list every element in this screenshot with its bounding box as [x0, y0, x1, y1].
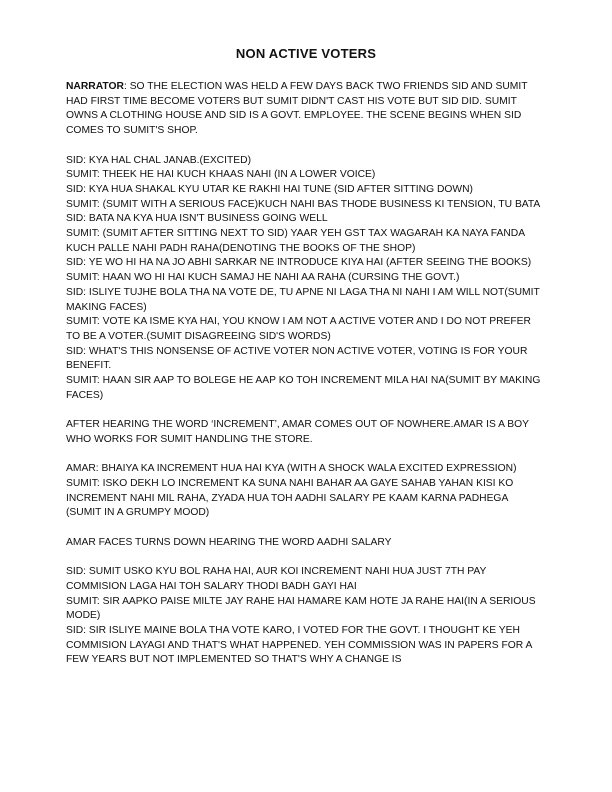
paragraph-gap [66, 550, 542, 565]
narrator-paragraph [66, 80, 542, 139]
narrator-label: NARRATOR [66, 81, 124, 92]
dialogue-line: AMAR: BHAIYA KA INCREMENT HUA HAI KYA (WITH A SHOCK WALA EXCITED EXPRESSION) [66, 463, 517, 475]
dialogue-line: SID: SUMIT USKO KYU BOL RAHA HAI, AUR KOI INCREMENT NAHI HUA JUST 7TH PAY COMMISION LAGA HAI TOH SALARY THODI BADH GAYI HAI [66, 566, 487, 592]
dialogue-line: SUMIT: (SUMIT AFTER SITTING NEXT TO SID) YAAR YEH GST TAX WAGARAH KA NAYA FANDA KUCH PALLE NAHI PADH RAHA(DENOTING THE BOOKS OF THE SHOP) [66, 228, 525, 254]
paragraph-gap [66, 139, 542, 154]
paragraph-gap [66, 521, 542, 536]
dialogue-line: SUMIT: HAAN SIR AAP TO BOLEGE HE AAP KO TOH INCREMENT MILA HAI NA(SUMIT BY MAKING FACES) [66, 375, 541, 401]
dialogue-line: SID: SIR ISLIYE MAINE BOLA THA VOTE KARO, I VOTED FOR THE GOVT. I THOUGHT KE YEH COMMISION LAYAGI AND THAT'S WHAT HAPPENED. YEH COMMISSION WAS IN PAPERS FOR A FEW YEARS BUT NOT IMPLEMENTED SO THAT'S WHY A CHANGE IS [66, 624, 532, 666]
dialogue-line: SUMIT: HAAN WO HI HAI KUCH SAMAJ HE NAHI AA RAHA (CURSING THE GOVT.) [66, 272, 460, 284]
dialogue-line: SID: YE WO HI HA NA JO ABHI SARKAR NE INTRODUCE KIYA HAI (AFTER SEEING THE BOOKS) [66, 257, 532, 269]
dialogue-line: SUMIT: THEEK HE HAI KUCH KHAAS NAHI (IN A LOWER VOICE) [66, 169, 376, 181]
narration-paragraph: AFTER HEARING THE WORD ‘INCREMENT’, AMAR COMES OUT OF NOWHERE.AMAR IS A BOY WHO WORKS FOR SUMIT HANDLING THE STORE. [66, 419, 529, 445]
dialogue-line: SUMIT: (SUMIT WITH A SERIOUS FACE)KUCH NAHI BAS THODE BUSINESS KI TENSION, TU BATA [66, 198, 541, 210]
paragraph-gap [66, 448, 542, 463]
dialogue-line: SID: WHAT'S THIS NONSENSE OF ACTIVE VOTER NON ACTIVE VOTER, VOTING IS FOR YOUR BENEFIT. [66, 345, 528, 372]
dialogue-line: SUMIT: ISKO DEKH LO INCREMENT KA SUNA NAHI BAHAR AA GAYE SAHAB YAHAN KISI KO INCREMENT NAHI MIL RAHA, ZYADA HUA TOH AADHI SALARY PE KAAM KARNA PADHEGA (SUMIT IN A GRUMPY MOOD) [66, 477, 514, 519]
paragraph-gap [66, 403, 542, 418]
dialogue-line: SID: KYA HUA SHAKAL KYU UTAR KE RAKHI HAI TUNE (SID AFTER SITTING DOWN) [66, 183, 473, 195]
dialogue-line: SUMIT: VOTE KA ISME KYA HAI, YOU KNOW I AM NOT A ACTIVE VOTER AND I DO NOT PREFER TO BE A VOTER.(SUMIT DISAGREEING SID'S WORDS) [66, 316, 531, 342]
dialogue-line: SID: KYA HAL CHAL JANAB.(EXCITED) [66, 154, 252, 166]
narration-paragraph: AMAR FACES TURNS DOWN HEARING THE WORD AADHI SALARY [66, 536, 392, 548]
dialogue-line: SUMIT: SIR AAPKO PAISE MILTE JAY RAHE HAI HAMARE KAM HOTE JA RAHE HAI(IN A SERIOUS MODE) [66, 595, 536, 622]
narrator-text: : SO THE ELECTION WAS HELD A FEW DAYS BACK TWO FRIENDS SID AND SUMIT HAD FIRST TIME BECOME VOTERS BUT SUMIT DIDN'T CAST HIS VOTE BUT SID DID. SUMIT OWNS A CLOTHING HOUSE AND SID IS A GOVT. EMPLOYEE. THE SCENE BEGINS WHEN SID COMES TO SUMIT'S SHOP. [66, 81, 528, 137]
script-body [66, 80, 542, 668]
dialogue-line: SID: ISLIYE TUJHE BOLA THA NA VOTE DE, TU APNE NI LAGA THA NI NAHI I AM WILL NOT(SUMIT MAKING FACES) [66, 286, 540, 313]
dialogue-line: SID: BATA NA KYA HUA ISN'T BUSINESS GOING WELL [66, 213, 328, 225]
page-title: NON ACTIVE VOTERS [235, 46, 377, 61]
